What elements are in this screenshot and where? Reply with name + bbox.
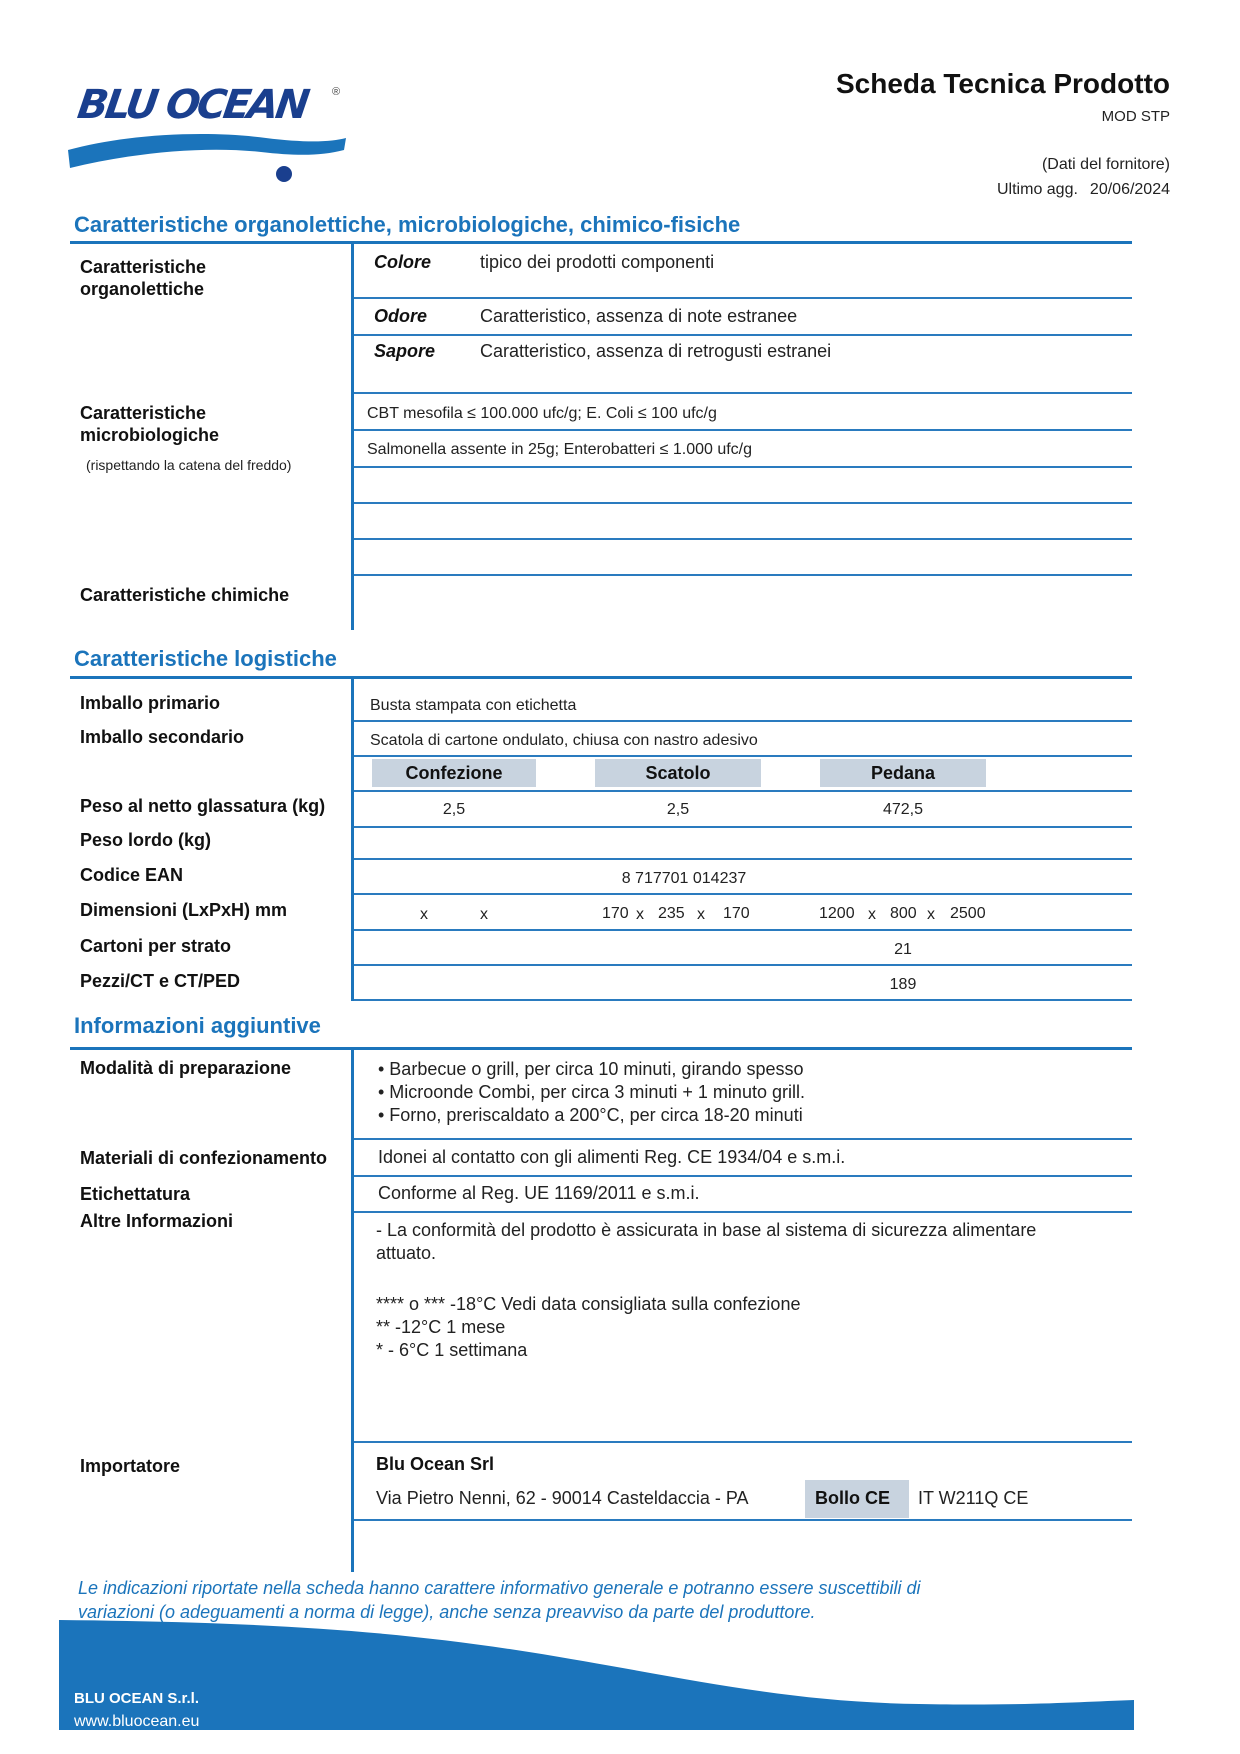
value-ean: 8 717701 014237 xyxy=(621,870,747,887)
row-divider xyxy=(354,999,1132,1001)
bollo-ce-label: Bollo CE xyxy=(815,1488,890,1508)
preparation-item: • Forno, preriscaldato a 200°C, per circa 18-20 minuti xyxy=(378,1105,803,1125)
dim-pedana-sep2: x xyxy=(927,906,935,923)
row-divider xyxy=(354,574,1132,576)
label-ean: Codice EAN xyxy=(80,865,184,885)
label-net-weight: Peso al netto glassatura (kg) xyxy=(80,796,326,816)
section-title-logistics: Caratteristiche logistiche xyxy=(74,646,337,671)
value-secondary-packaging: Scatola di cartone ondulato, chiusa con nastro adesivo xyxy=(370,732,758,749)
row-divider xyxy=(354,929,1132,931)
last-updated-label: Ultimo agg. xyxy=(997,181,1078,198)
value-cartons-per-layer: 21 xyxy=(894,941,912,958)
column-header-pedana: Pedana xyxy=(820,759,986,787)
row-divider xyxy=(354,790,1132,792)
key-colore: Colore xyxy=(374,252,432,272)
section-divider xyxy=(70,1047,1132,1050)
row-divider xyxy=(354,964,1132,966)
section-divider xyxy=(70,676,1132,679)
storage-line: **** o *** -18°C Vedi data consigliata sulla confezione xyxy=(376,1294,801,1314)
row-divider xyxy=(354,334,1132,336)
other-info-text: - La conformità del prodotto è assicurata in base al sistema di sicurezza alimentare attuato. xyxy=(376,1220,1037,1263)
section-divider xyxy=(70,241,1132,244)
label-importer: Importatore xyxy=(80,1456,181,1476)
page-title: Scheda Tecnica Prodotto xyxy=(836,68,1170,99)
row-divider xyxy=(354,720,1132,722)
label-microbiological: Caratteristiche microbiologiche xyxy=(80,403,220,445)
label-chemical: Caratteristiche chimiche xyxy=(80,585,290,605)
dim-confezione-sep1: x xyxy=(420,906,428,923)
row-divider xyxy=(354,1441,1132,1443)
micro-row-1: CBT mesofila ≤ 100.000 ufc/g; E. Coli ≤ 100 ufc/g xyxy=(367,405,717,422)
row-divider xyxy=(354,1519,1132,1521)
storage-line: ** -12°C 1 mese xyxy=(376,1317,506,1337)
dim-pedana-h: 2500 xyxy=(950,905,986,922)
value-packaging-materials: Idonei al contatto con gli alimenti Reg. CE 1934/04 e s.m.i. xyxy=(378,1147,846,1167)
row-divider xyxy=(354,1175,1132,1177)
column-divider xyxy=(351,679,354,1001)
value-sapore: Caratteristico, assenza di retrogusti estranei xyxy=(480,341,832,361)
logo-wave-icon xyxy=(66,112,366,192)
preparation-item: • Barbecue o grill, per circa 10 minuti, girando spesso xyxy=(378,1059,804,1079)
importer-company: Blu Ocean Srl xyxy=(376,1454,495,1474)
disclaimer: Le indicazioni riportate nella scheda hanno carattere informativo generale e potranno essere suscettibili di variazioni (o adeguamenti a norma di legge), anche senza preavviso da parte del produttore. xyxy=(78,1578,921,1622)
label-primary-packaging: Imballo primario xyxy=(80,693,221,713)
dim-scatolo-l: 170 xyxy=(602,905,629,922)
label-preparation: Modalità di preparazione xyxy=(80,1058,292,1078)
footer-website-link[interactable]: www.bluocean.eu xyxy=(74,1713,200,1730)
value-odore: Caratteristico, assenza di note estranee xyxy=(480,306,798,326)
label-pieces: Pezzi/CT e CT/PED xyxy=(80,971,241,991)
value-primary-packaging: Busta stampata con etichetta xyxy=(370,697,577,714)
footer-wave-banner xyxy=(59,1620,1134,1730)
dim-scatolo-sep1: x xyxy=(636,906,644,923)
label-gross-weight: Peso lordo (kg) xyxy=(80,830,212,850)
row-divider xyxy=(354,858,1132,860)
section-title-characteristics: Caratteristiche organolettiche, microbiologiche, chimico-fisiche xyxy=(74,212,741,237)
label-organoleptic: Caratteristiche organolettiche xyxy=(80,257,207,299)
dim-pedana-p: 800 xyxy=(890,905,917,922)
bollo-ce-badge xyxy=(805,1480,909,1518)
value-colore: tipico dei prodotti componenti xyxy=(480,252,715,272)
row-divider xyxy=(354,1138,1132,1140)
row-divider xyxy=(354,429,1132,431)
preparation-list xyxy=(378,1058,805,1127)
value-pieces: 189 xyxy=(889,976,917,993)
dim-pedana-l: 1200 xyxy=(819,905,855,922)
row-divider xyxy=(354,893,1132,895)
column-header-confezione: Confezione xyxy=(372,759,536,787)
label-cartons-per-layer: Cartoni per strato xyxy=(80,936,232,956)
row-divider xyxy=(354,755,1132,757)
dim-scatolo-h: 170 xyxy=(723,905,750,922)
row-divider xyxy=(354,538,1132,540)
dim-pedana-sep1: x xyxy=(868,906,876,923)
last-updated-date: 20/06/2024 xyxy=(1089,181,1170,198)
column-header-scatolo: Scatolo xyxy=(595,759,761,787)
footer-company: BLU OCEAN S.r.l. xyxy=(74,1690,200,1707)
preparation-item: • Microonde Combi, per circa 3 minuti + 1 minuto grill. xyxy=(378,1082,805,1102)
key-odore: Odore xyxy=(374,306,428,326)
label-other-info: Altre Informazioni xyxy=(80,1211,234,1231)
label-packaging-materials: Materiali di confezionamento xyxy=(80,1148,328,1168)
column-divider xyxy=(351,244,354,630)
row-divider xyxy=(354,297,1132,299)
value-labeling: Conforme al Reg. UE 1169/2011 e s.m.i. xyxy=(378,1183,700,1203)
supplier-note: (Dati del fornitore) xyxy=(1041,156,1170,173)
storage-info xyxy=(376,1293,800,1362)
net-weight-confezione: 2,5 xyxy=(442,801,466,818)
row-divider xyxy=(354,826,1132,828)
micro-row-2: Salmonella assente in 25g; Enterobatteri ≤ 1.000 ufc/g xyxy=(367,441,753,458)
row-divider xyxy=(354,502,1132,504)
row-divider xyxy=(354,466,1132,468)
dim-confezione-sep2: x xyxy=(480,906,488,923)
row-divider xyxy=(354,392,1132,394)
key-sapore: Sapore xyxy=(374,341,436,361)
logo-wordmark: BLU OCEAN xyxy=(74,82,310,128)
bollo-ce-value: IT W211Q CE xyxy=(918,1488,1029,1508)
registered-mark: ® xyxy=(332,86,341,98)
label-secondary-packaging: Imballo secondario xyxy=(80,727,245,747)
net-weight-pedana: 472,5 xyxy=(882,801,924,818)
storage-line: * - 6°C 1 settimana xyxy=(376,1340,528,1360)
label-dimensions: Dimensioni (LxPxH) mm xyxy=(80,900,288,920)
dim-scatolo-p: 235 xyxy=(658,905,685,922)
cold-chain-note: (rispettando la catena del freddo) xyxy=(86,457,292,473)
net-weight-scatolo: 2,5 xyxy=(666,801,690,818)
model-code: MOD STP xyxy=(1101,108,1170,125)
brand-logo xyxy=(70,82,350,162)
label-labeling: Etichettatura xyxy=(80,1184,191,1204)
last-updated xyxy=(997,181,1170,199)
dim-scatolo-sep2: x xyxy=(697,906,705,923)
section-title-additional-info: Informazioni aggiuntive xyxy=(74,1013,321,1038)
column-divider xyxy=(351,1050,354,1572)
importer-address: Via Pietro Nenni, 62 - 90014 Casteldaccia - PA xyxy=(376,1488,749,1508)
row-divider xyxy=(354,1211,1132,1213)
